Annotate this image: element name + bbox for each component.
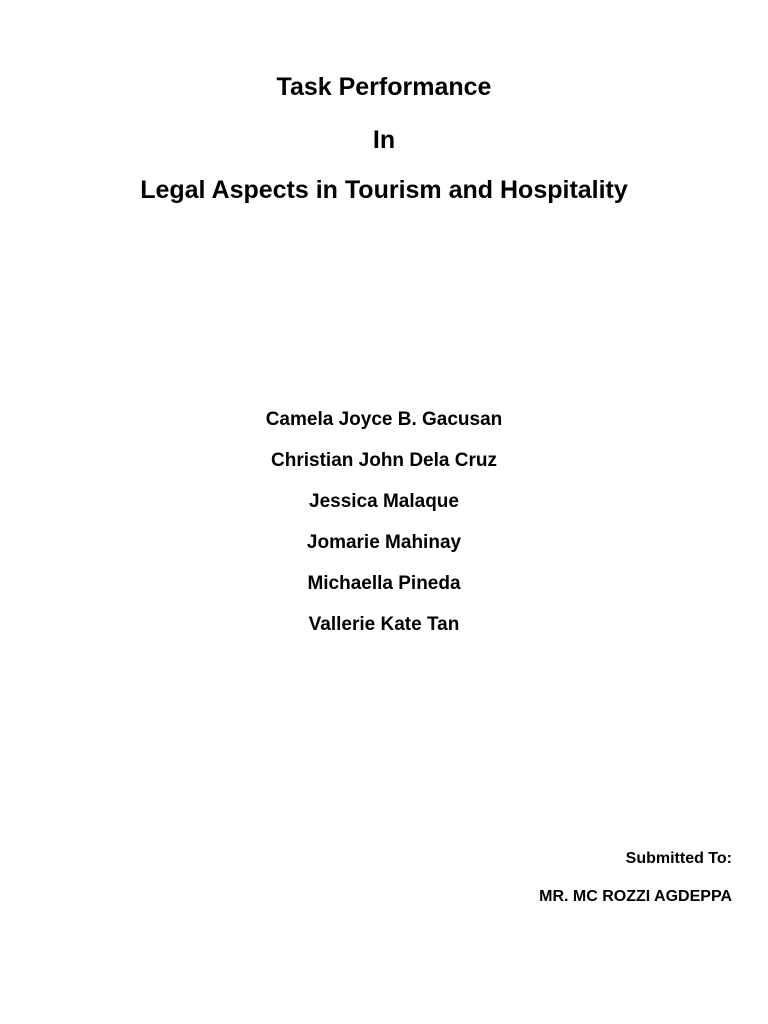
title-line-3: Legal Aspects in Tourism and Hospitality: [140, 176, 628, 204]
submitted-to-recipient: MR. MC ROZZI AGDEPPA: [539, 888, 732, 905]
title-line-1: Task Performance: [276, 73, 492, 101]
submitted-to-label: Submitted To:: [625, 850, 732, 867]
author-name: Jomarie Mahinay: [306, 532, 462, 553]
author-name: Christian John Dela Cruz: [271, 450, 497, 471]
title-line-2: In: [372, 126, 396, 154]
author-name: Michaella Pineda: [307, 573, 461, 594]
author-name: Camela Joyce B. Gacusan: [265, 409, 503, 430]
author-name: Vallerie Kate Tan: [308, 614, 460, 635]
author-name: Jessica Malaque: [309, 491, 459, 512]
